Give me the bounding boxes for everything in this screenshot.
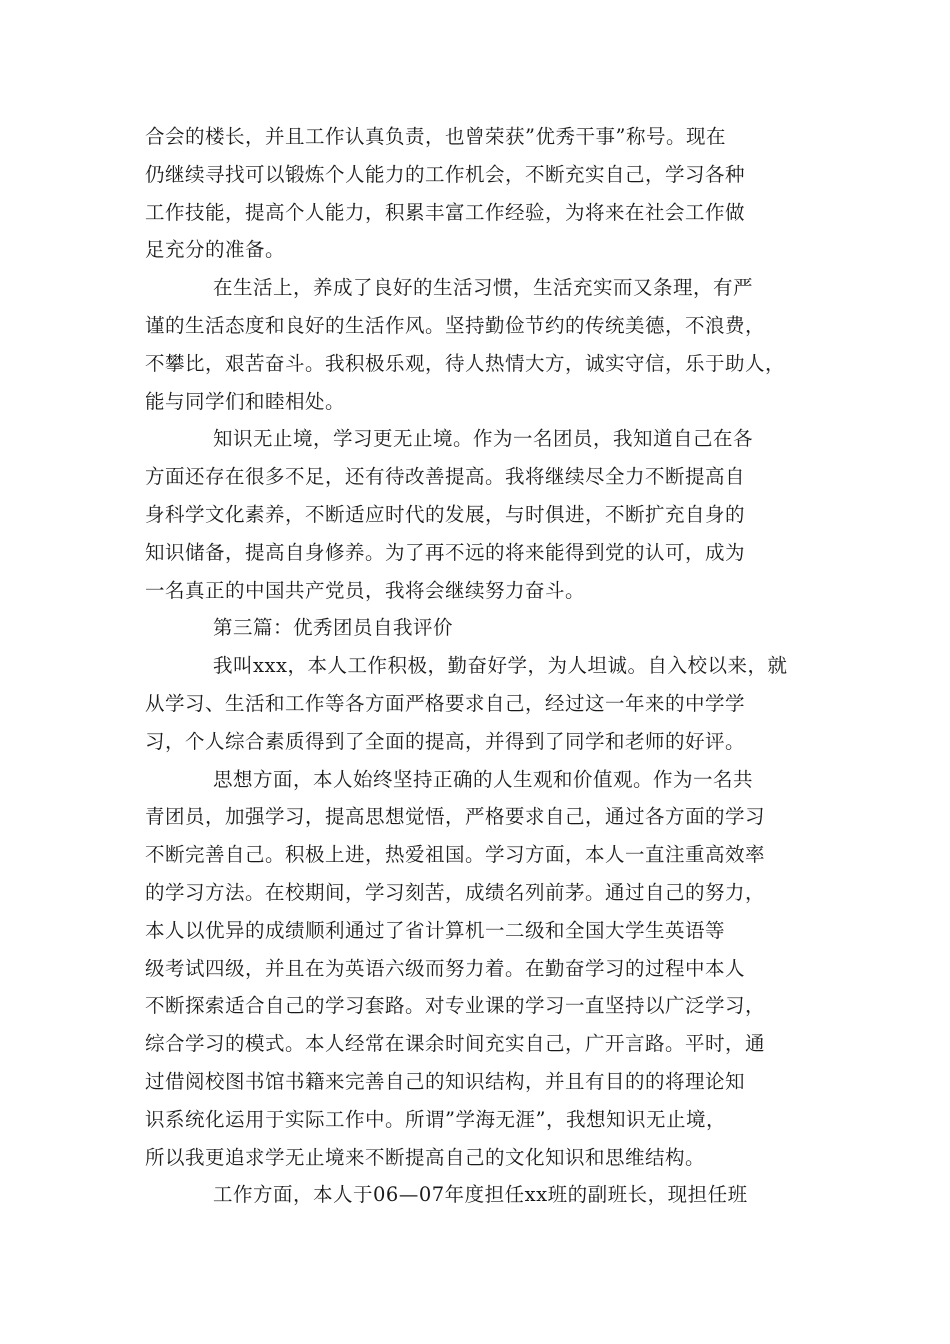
text-line: 仍继续寻找可以锻炼个人能力的工作机会，不断充实自己，学习各种 xyxy=(145,162,746,186)
text-line: 不攀比，艰苦奋斗。我积极乐观，待人热情大方，诚实守信，乐于助人， xyxy=(145,351,786,375)
text-line: 第三篇：优秀团员自我评价 xyxy=(213,616,454,640)
text-line: 工作技能，提高个人能力，积累丰富工作经验，为将来在社会工作做 xyxy=(145,200,746,224)
text-line: 识系统化运用于实际工作中。所谓”学海无涯”，我想知识无止境， xyxy=(145,1107,726,1131)
paragraph xyxy=(145,647,810,760)
text-line: 一名真正的中国共产党员，我将会继续努力奋斗。 xyxy=(145,578,586,602)
text-line: 我叫xxx，本人工作积极，勤奋好学，为人坦诚。自入校以来，就 xyxy=(213,654,788,678)
document-body xyxy=(145,118,810,1214)
text-line: 能与同学们和睦相处。 xyxy=(145,389,346,413)
paragraph xyxy=(145,609,810,647)
paragraph xyxy=(145,1176,810,1214)
paragraph xyxy=(145,269,810,420)
text-line: 不断完善自己。积极上进，热爱祖国。学习方面，本人一直注重高效率 xyxy=(145,843,766,867)
text-line: 本人以优异的成绩顺利通过了省计算机一二级和全国大学生英语等 xyxy=(145,918,726,942)
text-line: 在生活上，养成了良好的生活习惯，生活充实而又条理，有严 xyxy=(213,276,754,300)
text-line: 工作方面，本人于06—07年度担任xx班的副班长，现担任班 xyxy=(213,1183,748,1207)
text-line: 从学习、生活和工作等各方面严格要求自己，经过这一年来的中学学 xyxy=(145,691,746,715)
text-line: 身科学文化素养，不断适应时代的发展，与时俱进，不断扩充自身的 xyxy=(145,502,746,526)
text-line: 过借阅校图书馆书籍来完善自己的知识结构，并且有目的的将理论知 xyxy=(145,1069,746,1093)
paragraph xyxy=(145,420,810,609)
text-line: 习，个人综合素质得到了全面的提高，并得到了同学和老师的好评。 xyxy=(145,729,746,753)
text-line: 综合学习的模式。本人经常在课余时间充实自己，广开言路。平时，通 xyxy=(145,1032,766,1056)
text-line: 思想方面，本人始终坚持正确的人生观和价值观。作为一名共 xyxy=(213,767,754,791)
text-line: 级考试四级，并且在为英语六级而努力着。在勤奋学习的过程中本人 xyxy=(145,956,746,980)
text-line: 不断探索适合自己的学习套路。对专业课的学习一直坚持以广泛学习， xyxy=(145,994,766,1018)
text-line: 合会的楼长，并且工作认真负责，也曾荣获”优秀干事”称号。现在 xyxy=(145,125,726,148)
paragraph xyxy=(145,761,810,1177)
text-line: 足充分的准备。 xyxy=(145,238,286,262)
text-line: 知识无止境，学习更无止境。作为一名团员，我知道自己在各 xyxy=(213,427,754,451)
text-line: 的学习方法。在校期间，学习刻苦，成绩名列前茅。通过自己的努力， xyxy=(145,880,766,904)
text-line: 方面还存在很多不足，还有待改善提高。我将继续尽全力不断提高自 xyxy=(145,465,746,489)
text-line: 知识储备，提高自身修养。为了再不远的将来能得到党的认可，成为 xyxy=(145,540,746,564)
text-line: 所以我更追求学无止境来不断提高自己的文化知识和思维结构。 xyxy=(145,1145,706,1169)
text-line: 谨的生活态度和良好的生活作风。坚持勤俭节约的传统美德，不浪费， xyxy=(145,313,766,337)
paragraph xyxy=(145,118,810,269)
text-line: 青团员，加强学习，提高思想觉悟，严格要求自己，通过各方面的学习 xyxy=(145,805,766,829)
